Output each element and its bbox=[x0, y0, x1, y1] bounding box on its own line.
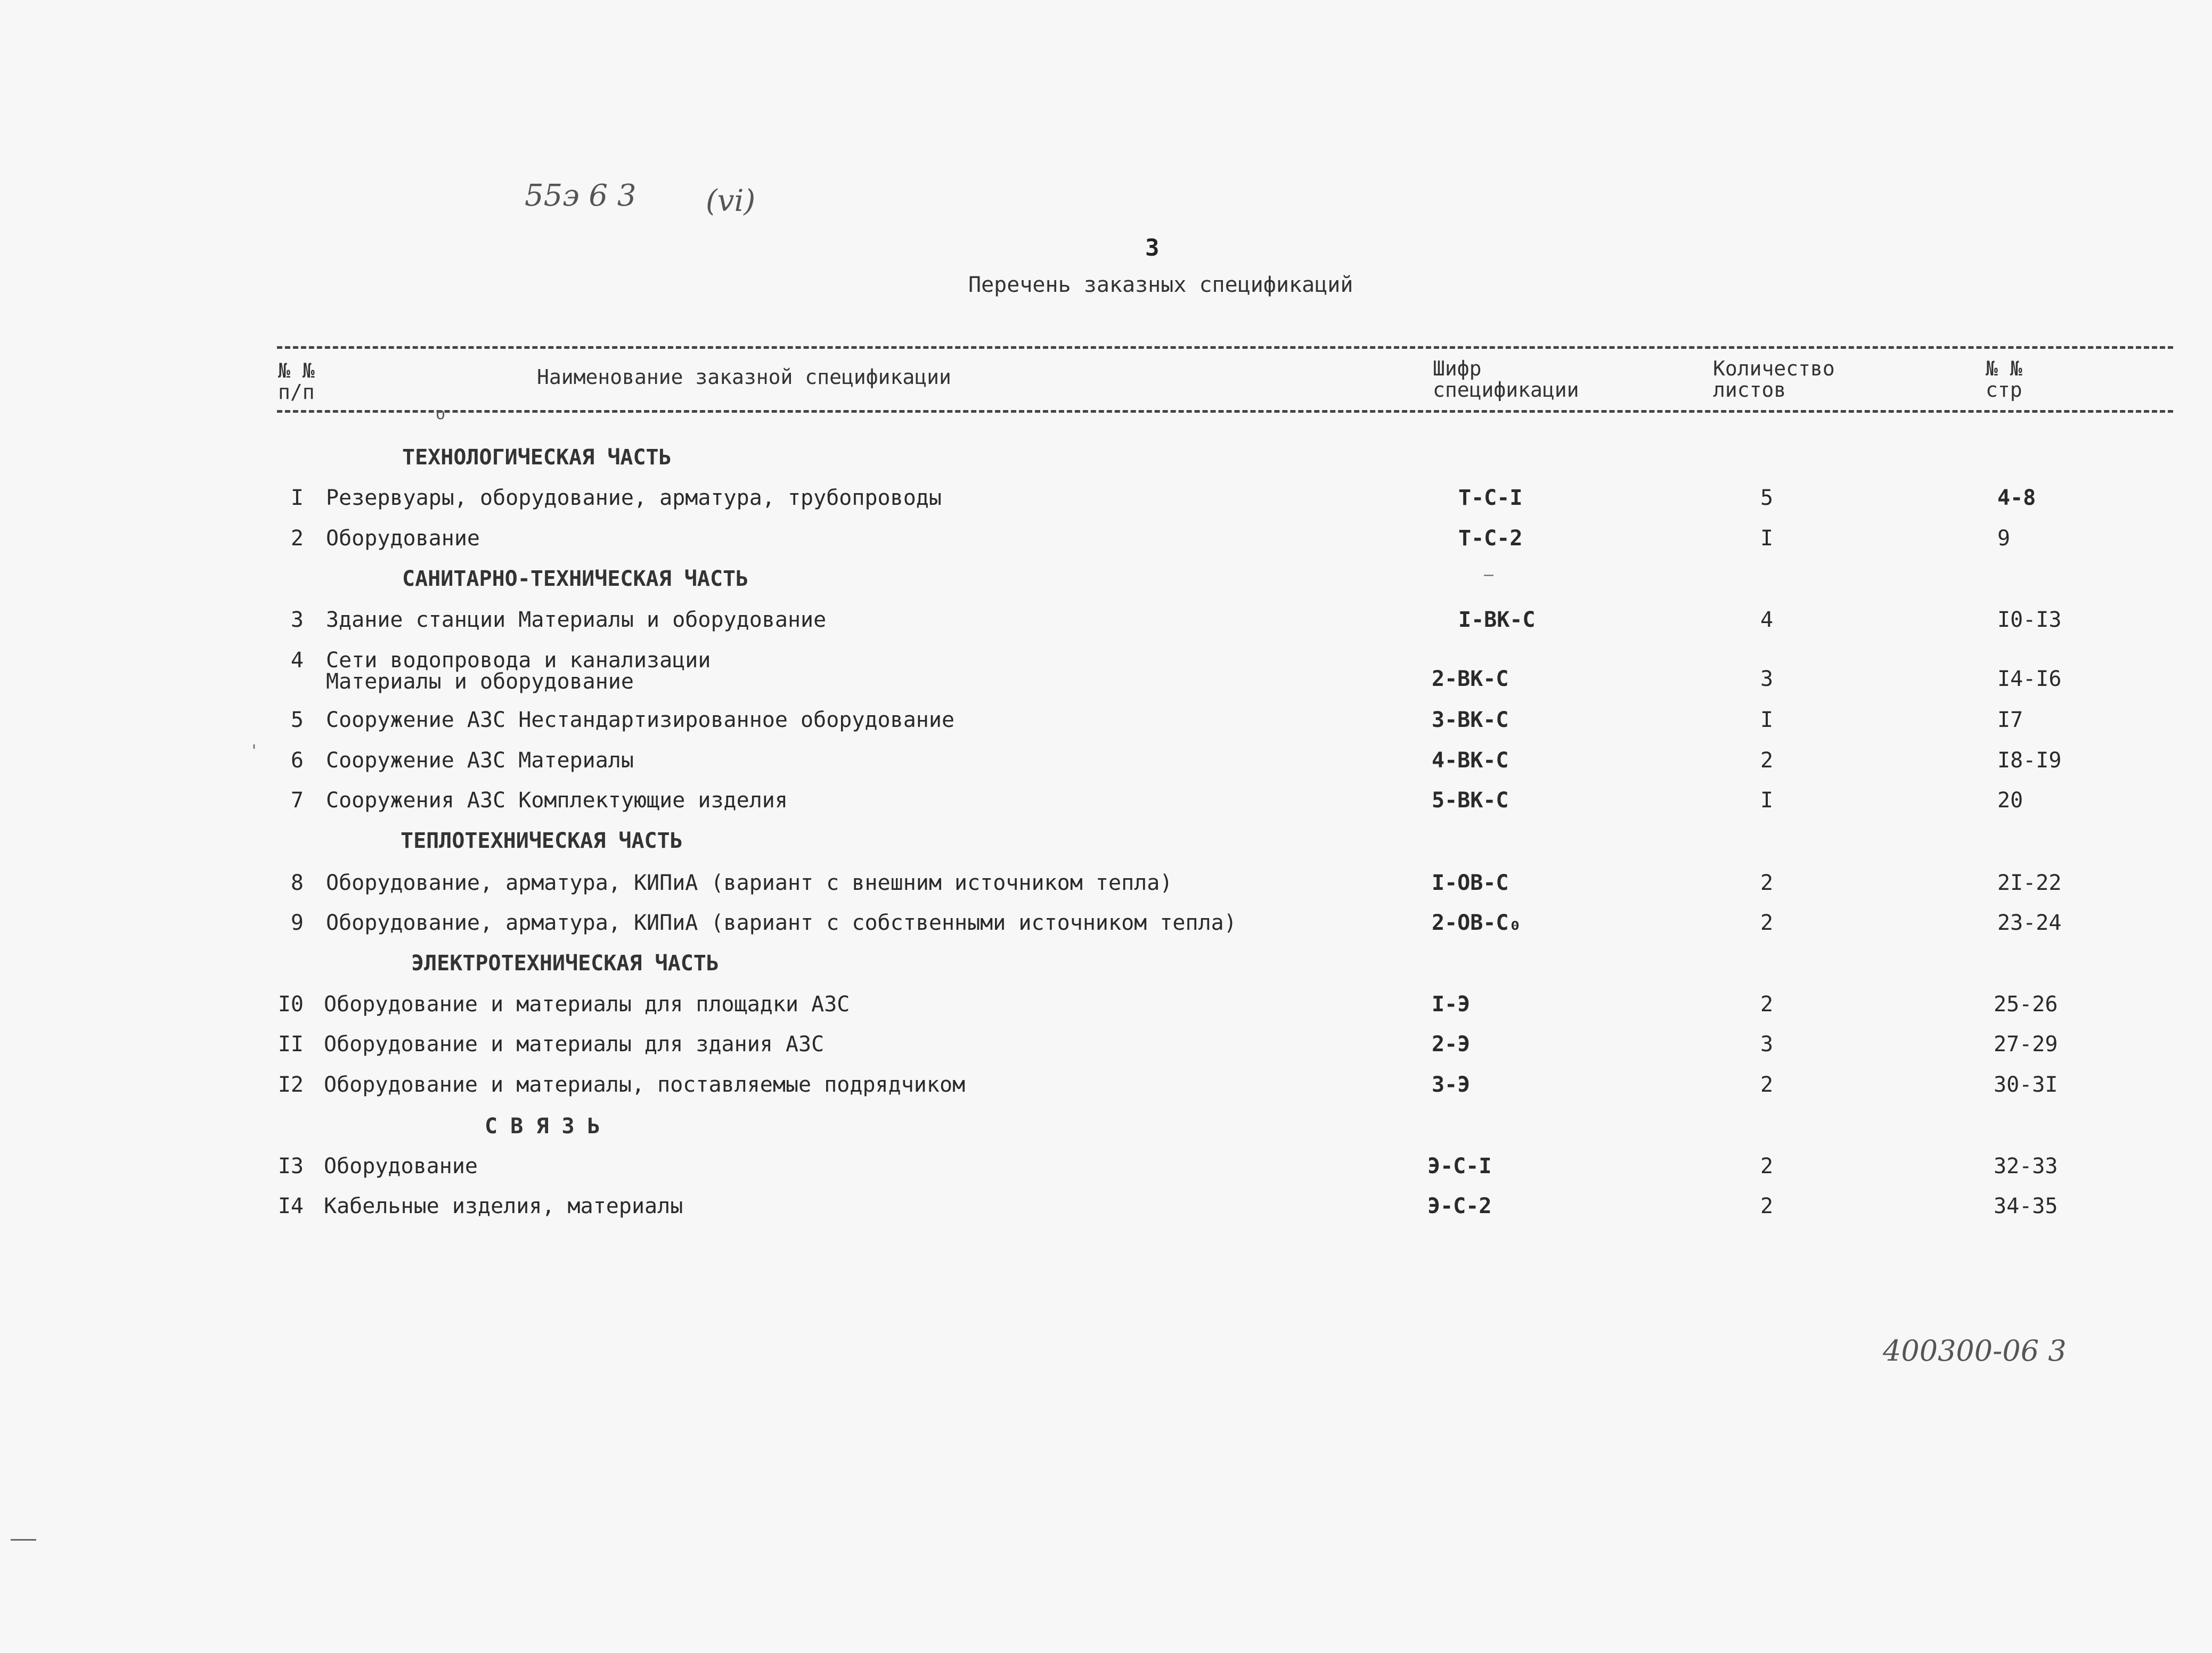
row-code: Т-С-2 bbox=[1458, 526, 1523, 551]
row-pages: 25-26 bbox=[1994, 992, 2058, 1017]
row-number: I3 bbox=[277, 1154, 304, 1179]
row-sheets: 2 bbox=[1760, 1154, 1774, 1179]
section-title-communication: С В Я З Ь bbox=[485, 1114, 600, 1139]
header-number: № № п/п bbox=[278, 359, 315, 404]
row-number: 4 bbox=[290, 648, 304, 673]
row-name: Сооружения АЗС Комплектующие изделия bbox=[326, 788, 788, 813]
row-pages: 4-8 bbox=[1997, 486, 2036, 510]
row-sheets: 2 bbox=[1760, 1073, 1774, 1097]
row-number: 5 bbox=[290, 708, 304, 732]
row-code: 2-Э bbox=[1432, 1032, 1471, 1057]
row-name: Оборудование bbox=[326, 526, 480, 551]
table-top-rule bbox=[277, 346, 2173, 349]
row-code: 4-ВК-С bbox=[1432, 748, 1509, 773]
row-name: Резервуары, оборудование, арматура, трубопроводы bbox=[326, 486, 942, 510]
row-sheets: 2 bbox=[1760, 748, 1774, 773]
circle-mark: o bbox=[436, 405, 446, 423]
row-number: 7 bbox=[290, 788, 304, 813]
row-sheets: I bbox=[1760, 788, 1774, 813]
row-sheets: I bbox=[1760, 526, 1774, 551]
row-code: 3-Э bbox=[1432, 1073, 1471, 1097]
row-name: Сооружение АЗС Материалы bbox=[326, 748, 634, 773]
row-pages: I4-I6 bbox=[1997, 667, 2062, 691]
section-title-heating: ТЕПЛОТЕХНИЧЕСКАЯ ЧАСТЬ bbox=[401, 829, 683, 853]
row-sheets: 2 bbox=[1760, 911, 1774, 935]
row-sheets: 3 bbox=[1760, 667, 1774, 691]
row-pages: 27-29 bbox=[1994, 1032, 2058, 1057]
handwritten-document-code: 400300-06 3 bbox=[1883, 1334, 2067, 1368]
handwritten-top-tag: (vi) bbox=[706, 184, 756, 218]
header-sheets: Количество листов bbox=[1713, 357, 1835, 402]
row-name: Оборудование и материалы для здания АЗС bbox=[324, 1032, 825, 1057]
row-number: I0 bbox=[277, 992, 304, 1017]
row-pages: 20 bbox=[1997, 788, 2023, 813]
page-title: Перечень заказных спецификаций bbox=[968, 273, 1353, 297]
row-sheets: 2 bbox=[1760, 871, 1774, 895]
row-code: I-Э bbox=[1432, 992, 1471, 1017]
row-sheets: 5 bbox=[1760, 486, 1774, 510]
page-number: 3 bbox=[1145, 234, 1160, 261]
header-code: Шифр спецификации bbox=[1433, 357, 1579, 402]
row-pages: 34-35 bbox=[1994, 1194, 2058, 1218]
row-pages: I0-I3 bbox=[1997, 608, 2062, 632]
margin-tick: ' bbox=[249, 742, 259, 760]
row-code: 2-ВК-С bbox=[1432, 667, 1509, 691]
row-pages: 9 bbox=[1997, 526, 2011, 551]
row-pages: 23-24 bbox=[1997, 911, 2062, 935]
row-code: I-ОВ-С bbox=[1432, 871, 1509, 895]
row-name: Оборудование и материалы, поставляемые подрядчиком bbox=[324, 1073, 966, 1097]
row-name: Здание станции Материалы и оборудование bbox=[326, 608, 827, 632]
row-pages: 32-33 bbox=[1994, 1154, 2058, 1179]
row-name: Оборудование и материалы для площадки АЗС bbox=[324, 992, 850, 1017]
row-sheets: I bbox=[1760, 708, 1774, 732]
row-number: 8 bbox=[290, 871, 304, 895]
row-name: Оборудование, арматура, КИПиА (вариант с внешним источником тепла) bbox=[326, 871, 1173, 895]
row-name: Сооружение АЗС Нестандартизированное оборудование bbox=[326, 708, 955, 732]
header-pages: № № стр bbox=[1986, 357, 2022, 402]
row-name: Оборудование bbox=[324, 1154, 478, 1179]
row-number: I4 bbox=[277, 1194, 304, 1218]
row-code: 3-ВК-С bbox=[1432, 708, 1509, 732]
row-pages: 30-3I bbox=[1994, 1073, 2058, 1097]
row-sheets: 3 bbox=[1760, 1032, 1774, 1057]
row-number: II bbox=[277, 1032, 304, 1057]
row-name: Сети водопровода и канализации Материалы и оборудование bbox=[326, 648, 711, 694]
row-name: Кабельные изделия, материалы bbox=[324, 1194, 683, 1218]
margin-line bbox=[11, 1539, 36, 1541]
section-title-technological: ТЕХНОЛОГИЧЕСКАЯ ЧАСТЬ bbox=[402, 445, 672, 470]
row-sheets: 2 bbox=[1760, 1194, 1774, 1218]
row-sheets: 4 bbox=[1760, 608, 1774, 632]
row-code: 5-ВК-С bbox=[1432, 788, 1509, 813]
row-number: I bbox=[290, 486, 304, 510]
row-code: Э-С-I bbox=[1427, 1154, 1492, 1179]
section-title-electrical: ЭЛЕКТРОТЕХНИЧЕСКАЯ ЧАСТЬ bbox=[411, 951, 719, 976]
row-code: Т-С-I bbox=[1458, 486, 1523, 510]
dash-mark: – bbox=[1484, 566, 1494, 584]
row-number: 2 bbox=[290, 526, 304, 551]
row-number: 9 bbox=[290, 911, 304, 935]
row-code: I-ВК-С bbox=[1458, 608, 1536, 632]
row-number: 3 bbox=[290, 608, 304, 632]
table-header-rule bbox=[277, 410, 2173, 413]
row-number: 6 bbox=[290, 748, 304, 773]
row-code: 2-ОВ-С₀ bbox=[1432, 911, 1522, 935]
row-pages: 2I-22 bbox=[1997, 871, 2062, 895]
row-code: Э-С-2 bbox=[1427, 1194, 1492, 1218]
section-title-sanitary: САНИТАРНО-ТЕХНИЧЕСКАЯ ЧАСТЬ bbox=[402, 567, 749, 591]
header-name: Наименование заказной спецификации bbox=[537, 365, 951, 389]
row-number: I2 bbox=[277, 1073, 304, 1097]
row-sheets: 2 bbox=[1760, 992, 1774, 1017]
handwritten-top-code: 55э 6 3 bbox=[525, 178, 636, 213]
row-pages: I8-I9 bbox=[1997, 748, 2062, 773]
row-name: Оборудование, арматура, КИПиА (вариант с собственными источником тепла) bbox=[326, 911, 1237, 935]
row-pages: I7 bbox=[1997, 708, 2023, 732]
